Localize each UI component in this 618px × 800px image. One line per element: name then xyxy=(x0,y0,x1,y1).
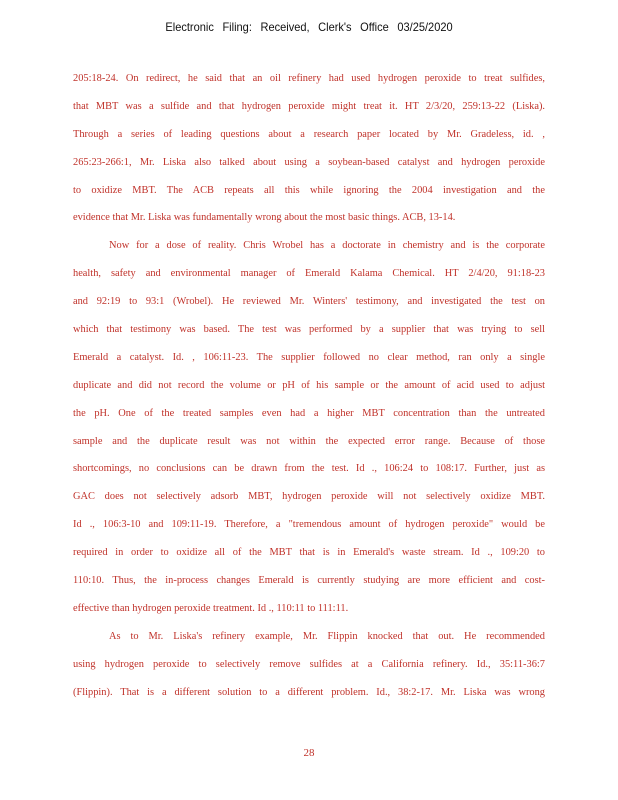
page-number: 28 xyxy=(303,747,315,759)
text-line: Emerald a catalyst. Id. , 106:11-23. The supplier followed no clear method, ran only a single xyxy=(73,351,545,363)
text-line: health, safety and environmental manager of Emerald Kalama Chemical. HT 2/4/20, 91:18-23 xyxy=(73,268,545,280)
text-line: 205:18-24. On redirect, he said that an oil refinery had used hydrogen peroxide to treat sulfides, xyxy=(73,73,545,84)
text-line: (Flippin). That is a different solution to a different problem. Id., 38:2-17. Mr. Liska was wrong xyxy=(73,686,545,698)
text-line: to oxidize MBT. The ACB repeats all this while ignoring the 2004 investigation and the xyxy=(73,184,545,196)
text-line: 110:10. Thus, the in-process changes Emerald is currently studying are more efficient and cost- xyxy=(73,575,545,587)
text-line: effective than hydrogen peroxide treatment. Id ., 110:11 to 111:11. xyxy=(73,602,349,614)
text-line: which that testimony was based. The test was performed by a supplier that was trying to sell xyxy=(73,324,545,336)
text-line: evidence that Mr. Liska was fundamentally wrong about the most basic things. ACB, 13-14. xyxy=(73,212,456,224)
text-line: the pH. One of the treated samples even had a higher MBT concentration than the untreated xyxy=(73,407,545,419)
text-line: required in order to oxidize all of the MBT that is in Emerald's waste stream. Id ., 109:20 to xyxy=(73,547,545,559)
electronic-filing-header: Electronic Filing: Received, Clerk's Office 03/25/2020 xyxy=(165,20,453,34)
text-line: sample and the duplicate result was not within the expected error range. Because of those xyxy=(73,435,545,447)
body-text xyxy=(73,72,545,713)
text-line: Through a series of leading questions about a research paper located by Mr. Gradeless, id. , xyxy=(73,128,545,140)
text-line: shortcomings, no conclusions can be drawn from the test. Id ., 106:24 to 108:17. Further, just as xyxy=(73,463,545,475)
text-line: and 92:19 to 93:1 (Wrobel). He reviewed Mr. Winters' testimony, and investigated the test on xyxy=(73,296,545,308)
text-line: using hydrogen peroxide to selectively remove sulfides at a California refinery. Id., 35:11-36:7 xyxy=(73,658,545,670)
text-line: 265:23-266:1, Mr. Liska also talked about using a soybean-based catalyst and hydrogen peroxide xyxy=(73,156,545,168)
text-line: Now for a dose of reality. Chris Wrobel has a doctorate in chemistry and is the corporate xyxy=(109,240,545,252)
text-line: that MBT was a sulfide and that hydrogen peroxide might treat it. HT 2/3/20, 259:13-22 (Liska). xyxy=(73,100,545,112)
text-line: duplicate and did not record the volume or pH of his sample or the amount of acid used to adjust xyxy=(73,379,545,391)
text-line: GAC does not selectively adsorb MBT, hydrogen peroxide will not selectively oxidize MBT. xyxy=(73,491,545,503)
text-line: Id ., 106:3-10 and 109:11-19. Therefore, a "tremendous amount of hydrogen peroxide" would be xyxy=(73,519,545,531)
text-line: As to Mr. Liska's refinery example, Mr. Flippin knocked that out. He recommended xyxy=(109,630,545,642)
